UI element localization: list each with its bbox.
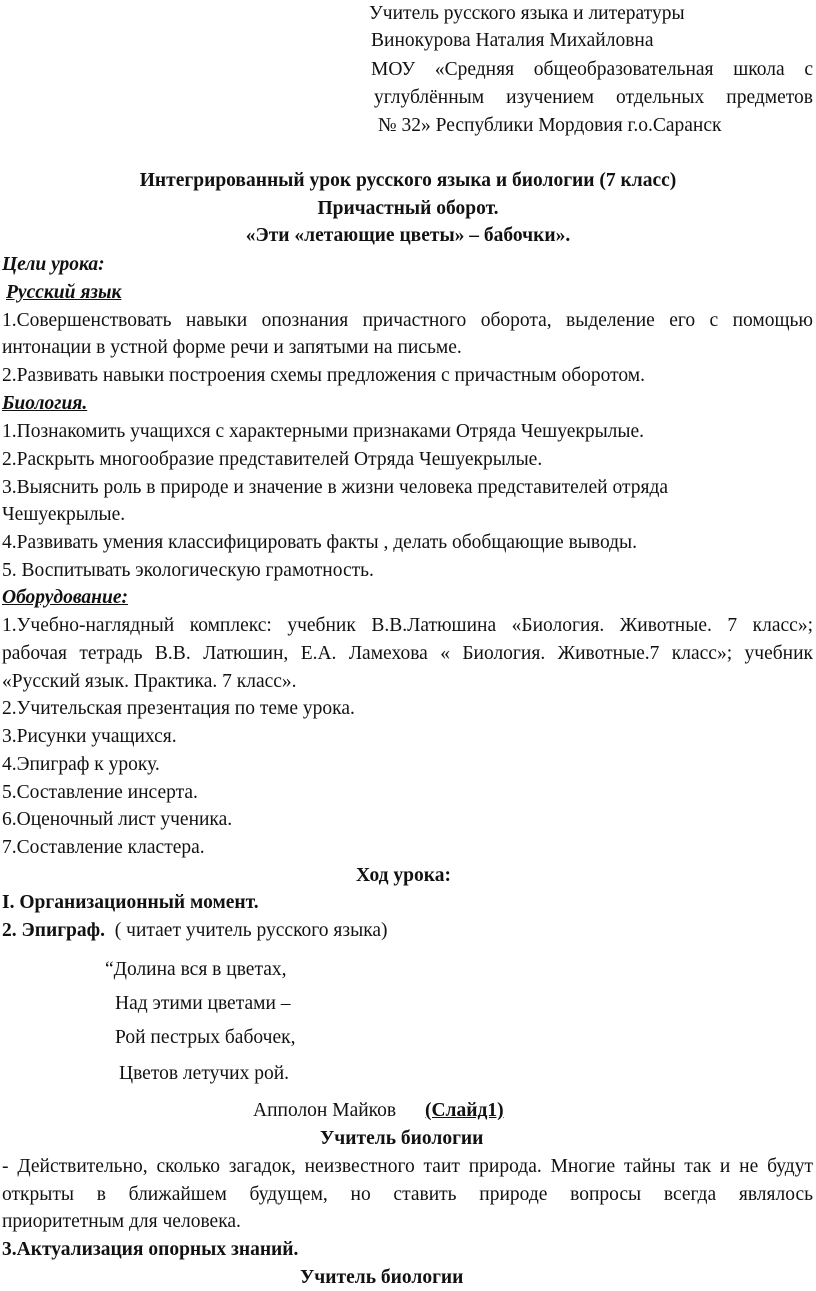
- biology-goal-line: 1.Познакомить учащихся с характерными признаками Отряда Чешуекрылые.: [2, 421, 645, 442]
- slide-label: (Слайд1): [424, 1100, 504, 1121]
- paragraph-line: - Действительно, сколько загадок, неизвестного таит природа. Многие тайны так и не будут: [2, 1156, 813, 1177]
- step-1: I. Организационный момент.: [2, 892, 259, 913]
- biology-goal-line: 4.Развивать умения классифицировать факты , делать обобщающие выводы.: [2, 532, 638, 553]
- lesson-heading: Ход урока:: [356, 865, 451, 886]
- author-line-4: углублённым изучением отдельных предметов: [374, 87, 813, 108]
- goals-heading: Цели урока:: [2, 254, 105, 275]
- bio-teacher-label-1: Учитель биологии: [320, 1128, 484, 1149]
- author-line-5: № 32» Республики Мордовия г.о.Саранск: [378, 115, 722, 136]
- author-line-1: Учитель русского языка и литературы: [369, 3, 685, 24]
- russian-goal-line: 2.Развивать навыки построения схемы предложения с причастным оборотом.: [2, 365, 646, 386]
- poem-line: Рой пестрых бабочек,: [115, 1027, 296, 1048]
- biology-goal-line: 3.Выяснить роль в природе и значение в жизни человека представителей отряда: [2, 477, 669, 498]
- paragraph-line: открыты в ближайшем будущем, но ставить природе вопросы всегда являлось: [2, 1184, 813, 1205]
- equipment-line: 5.Составление инсерта.: [2, 782, 198, 803]
- title-line-1: Интегрированный урок русского языка и биологии (7 класс): [139, 170, 677, 191]
- title-line-2: Причастный оборот.: [317, 198, 499, 219]
- poem-author: Апполон Майков: [253, 1100, 397, 1121]
- equipment-line: 4.Эпиграф к уроку.: [2, 754, 160, 775]
- russian-goal-line: 1.Совершенствовать навыки опознания причастного оборота, выделение его с помощью: [2, 310, 813, 331]
- russian-heading: Русский язык: [6, 282, 122, 303]
- equipment-line: 1.Учебно-наглядный комплекс: учебник В.В.Латюшина «Биология. Животные. 7 класс»;: [2, 615, 813, 636]
- russian-goal-line: интонации в устной форме речи и запятыми на письме.: [2, 337, 462, 358]
- equipment-line: 7.Составление кластера.: [2, 837, 205, 858]
- biology-goal-line: 5. Воспитывать экологическую грамотность.: [2, 560, 374, 581]
- author-line-2: Винокурова Наталия Михайловна: [371, 30, 654, 51]
- equipment-line: рабочая тетрадь В.В. Латюшин, Е.А. Ламехова « Биология. Животные.7 класс»; учебник: [2, 643, 813, 664]
- poem-author-line: [253, 1097, 816, 1124]
- equipment-line: 6.Оценочный лист ученика.: [2, 809, 233, 830]
- biology-heading: Биология.: [2, 393, 88, 414]
- equipment-line: 2.Учительская презентация по теме урока.: [2, 698, 355, 719]
- equipment-line: 3.Рисунки учащихся.: [2, 726, 177, 747]
- biology-goal-line: Чешуекрылые.: [2, 504, 126, 525]
- poem-line: Цветов летучих рой.: [119, 1063, 290, 1084]
- poem-line: Над этими цветами –: [115, 993, 291, 1014]
- author-line-3: МОУ «Средняя общеобразовательная школа с: [371, 59, 813, 80]
- paragraph-line: приоритетным для человека.: [2, 1211, 241, 1232]
- title-line-3: «Эти «летающие цветы» – бабочки».: [245, 225, 571, 246]
- equipment-line: «Русский язык. Практика. 7 класс».: [2, 671, 297, 692]
- bio-teacher-label-2: Учитель биологии: [300, 1267, 464, 1288]
- biology-goal-line: 2.Раскрыть многообразие представителей Отряда Чешуекрылые.: [2, 449, 543, 470]
- equipment-heading: Оборудование:: [2, 587, 128, 608]
- step-3: 3.Актуализация опорных знаний.: [2, 1239, 299, 1260]
- poem-line: “Долина вся в цветах,: [105, 959, 287, 980]
- step-2: 2. Эпиграф. ( читает учитель русского языка): [2, 920, 388, 941]
